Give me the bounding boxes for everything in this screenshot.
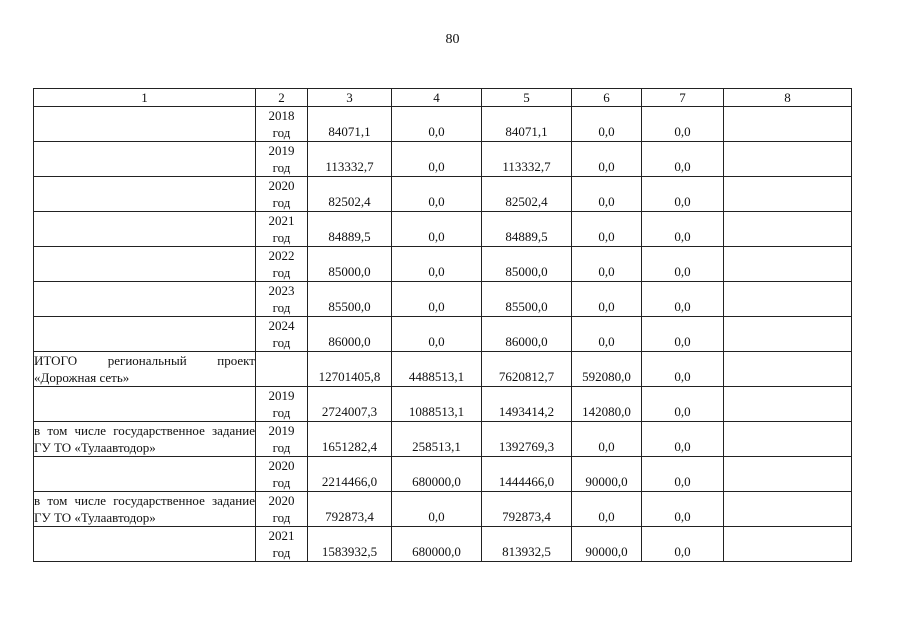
row-label: в том числе государственное задание ГУ ТО «Тулаавтодор» (34, 493, 255, 525)
table-row (34, 352, 852, 387)
row-year (256, 422, 308, 457)
header-cell: 2 (256, 89, 308, 107)
row-year (256, 317, 308, 352)
value-cell (482, 282, 572, 317)
value-text: 85500,0 (505, 299, 548, 314)
value-text: 1651282,4 (321, 439, 378, 454)
value-text: 0,0 (428, 159, 445, 174)
value-cell (392, 282, 482, 317)
value-text: 0,0 (674, 264, 691, 279)
row-label (34, 457, 256, 492)
value-text: 0,0 (674, 439, 691, 454)
value-cell (308, 282, 392, 317)
value-text: 0,0 (674, 229, 691, 244)
value-text: 86000,0 (328, 334, 371, 349)
value-text: 113332,7 (502, 159, 551, 174)
page-number: 80 (445, 32, 460, 47)
value-cell (308, 177, 392, 212)
value-cell (482, 457, 572, 492)
value-text: 0,0 (674, 544, 691, 559)
row-year (256, 352, 308, 387)
row-label (34, 247, 256, 282)
value-cell (392, 527, 482, 562)
table-row (34, 107, 852, 142)
value-text: 2214466,0 (321, 474, 378, 489)
value-text: 592080,0 (582, 369, 631, 384)
value-text: 90000,0 (585, 474, 628, 489)
value-cell (642, 352, 724, 387)
row-year (256, 492, 308, 527)
table-row (34, 247, 852, 282)
year-number: 2019 (268, 388, 295, 403)
table-row (34, 492, 852, 527)
value-text: 113332,7 (325, 159, 374, 174)
header-cell: 5 (482, 89, 572, 107)
value-text: 84071,1 (328, 124, 371, 139)
value-cell (724, 317, 852, 352)
value-text: 258513,1 (412, 439, 461, 454)
budget-table (33, 88, 852, 562)
table-row (34, 282, 852, 317)
header-cell: 1 (34, 89, 256, 107)
row-label (34, 387, 256, 422)
header-cell: 3 (308, 89, 392, 107)
value-text: 680000,0 (412, 544, 461, 559)
value-text: 0,0 (428, 334, 445, 349)
value-cell (724, 142, 852, 177)
value-cell (482, 492, 572, 527)
value-cell (642, 247, 724, 282)
row-year (256, 282, 308, 317)
row-year (256, 107, 308, 142)
value-text: 82502,4 (505, 194, 548, 209)
year-number: 2018 (268, 108, 295, 123)
value-text: 0,0 (674, 369, 691, 384)
value-text: 12701405,8 (318, 369, 381, 384)
value-cell (392, 352, 482, 387)
value-cell (308, 107, 392, 142)
value-text: 1493414,2 (498, 404, 555, 419)
value-text: 0,0 (674, 474, 691, 489)
value-cell (642, 177, 724, 212)
value-cell (392, 387, 482, 422)
row-label (34, 177, 256, 212)
value-cell (308, 387, 392, 422)
year-number: 2021 (268, 213, 295, 228)
value-cell (642, 387, 724, 422)
row-label: ИТОГО региональный проект «Дорожная сеть» (34, 353, 255, 385)
value-text: 0,0 (598, 229, 615, 244)
header-cell: 6 (572, 89, 642, 107)
value-cell (392, 247, 482, 282)
row-year (256, 457, 308, 492)
value-text: 85000,0 (328, 264, 371, 279)
value-text: 0,0 (428, 229, 445, 244)
year-number: 2020 (268, 458, 295, 473)
value-text: 0,0 (674, 299, 691, 314)
value-cell (482, 247, 572, 282)
year-unit: год (272, 545, 291, 560)
value-cell (482, 212, 572, 247)
value-text: 0,0 (674, 509, 691, 524)
value-text: 84889,5 (505, 229, 548, 244)
value-text: 0,0 (598, 194, 615, 209)
value-text: 1088513,1 (408, 404, 465, 419)
value-cell (724, 422, 852, 457)
value-cell (642, 422, 724, 457)
value-cell (308, 422, 392, 457)
value-cell (572, 107, 642, 142)
value-cell (392, 317, 482, 352)
year-unit: год (272, 300, 291, 315)
value-text: 0,0 (674, 124, 691, 139)
value-text: 0,0 (598, 124, 615, 139)
year-unit: год (272, 160, 291, 175)
row-year (256, 212, 308, 247)
table-row (34, 142, 852, 177)
table-row (34, 317, 852, 352)
row-year (256, 247, 308, 282)
value-cell (308, 457, 392, 492)
value-text: 0,0 (674, 404, 691, 419)
value-text: 90000,0 (585, 544, 628, 559)
value-cell (308, 492, 392, 527)
year-number: 2019 (268, 143, 295, 158)
value-text: 4488513,1 (408, 369, 465, 384)
value-cell (724, 492, 852, 527)
value-text: 792873,4 (502, 509, 551, 524)
value-text: 0,0 (428, 264, 445, 279)
year-number: 2021 (268, 528, 295, 543)
value-text: 813932,5 (502, 544, 551, 559)
value-cell (572, 177, 642, 212)
header-cell: 8 (724, 89, 852, 107)
value-cell (308, 247, 392, 282)
value-cell (642, 527, 724, 562)
row-label (34, 282, 256, 317)
value-cell (572, 317, 642, 352)
value-cell (724, 352, 852, 387)
value-cell (724, 527, 852, 562)
table-row (34, 457, 852, 492)
row-label (34, 317, 256, 352)
value-text: 0,0 (598, 299, 615, 314)
value-text: 792873,4 (325, 509, 374, 524)
value-cell (482, 177, 572, 212)
row-year (256, 177, 308, 212)
year-unit: год (272, 125, 291, 140)
value-cell (572, 212, 642, 247)
value-text: 0,0 (598, 334, 615, 349)
table-row (34, 212, 852, 247)
value-cell (642, 142, 724, 177)
value-cell (642, 317, 724, 352)
value-cell (308, 527, 392, 562)
value-cell (724, 387, 852, 422)
value-cell (392, 457, 482, 492)
value-cell (572, 282, 642, 317)
value-text: 0,0 (428, 299, 445, 314)
header-cell: 4 (392, 89, 482, 107)
value-cell (482, 352, 572, 387)
row-label: в том числе государственное задание ГУ ТО «Тулаавтодор» (34, 423, 255, 455)
value-text: 142080,0 (582, 404, 631, 419)
value-text: 85500,0 (328, 299, 371, 314)
value-cell (642, 212, 724, 247)
header-cell: 7 (642, 89, 724, 107)
table-row (34, 387, 852, 422)
value-text: 86000,0 (505, 334, 548, 349)
value-cell (642, 492, 724, 527)
value-cell (724, 282, 852, 317)
value-text: 0,0 (598, 439, 615, 454)
value-cell (572, 492, 642, 527)
year-number: 2024 (268, 318, 295, 333)
value-text: 1392769,3 (498, 439, 555, 454)
value-text: 1444466,0 (498, 474, 555, 489)
value-text: 0,0 (598, 159, 615, 174)
value-cell (308, 212, 392, 247)
value-text: 84889,5 (328, 229, 371, 244)
value-cell (308, 352, 392, 387)
value-cell (724, 107, 852, 142)
value-text: 0,0 (428, 509, 445, 524)
year-number: 2019 (268, 423, 295, 438)
value-cell (482, 527, 572, 562)
value-cell (572, 142, 642, 177)
value-text: 680000,0 (412, 474, 461, 489)
year-unit: год (272, 195, 291, 210)
value-cell (724, 177, 852, 212)
year-unit: год (272, 475, 291, 490)
table-header-row (34, 89, 852, 107)
row-year (256, 387, 308, 422)
row-label (34, 527, 256, 562)
value-text: 0,0 (674, 334, 691, 349)
value-text: 0,0 (674, 194, 691, 209)
value-text: 84071,1 (505, 124, 548, 139)
value-cell (572, 457, 642, 492)
table-row (34, 422, 852, 457)
value-text: 1583932,5 (321, 544, 378, 559)
value-cell (482, 387, 572, 422)
value-cell (308, 142, 392, 177)
value-cell (482, 422, 572, 457)
row-year (256, 527, 308, 562)
year-unit: год (272, 265, 291, 280)
year-number: 2023 (268, 283, 295, 298)
value-text: 0,0 (428, 124, 445, 139)
value-cell (724, 457, 852, 492)
year-unit: год (272, 405, 291, 420)
value-text: 0,0 (428, 194, 445, 209)
year-number: 2022 (268, 248, 295, 263)
value-cell (482, 317, 572, 352)
value-cell (724, 247, 852, 282)
value-cell (642, 282, 724, 317)
year-unit: год (272, 230, 291, 245)
year-number: 2020 (268, 493, 295, 508)
value-cell (572, 247, 642, 282)
value-text: 0,0 (598, 509, 615, 524)
value-cell (572, 422, 642, 457)
table-row (34, 177, 852, 212)
row-label (34, 212, 256, 247)
value-cell (572, 352, 642, 387)
value-cell (392, 212, 482, 247)
value-cell (572, 527, 642, 562)
value-text: 82502,4 (328, 194, 371, 209)
value-cell (642, 107, 724, 142)
value-cell (392, 177, 482, 212)
value-cell (482, 142, 572, 177)
year-unit: год (272, 335, 291, 350)
value-cell (392, 492, 482, 527)
year-unit: год (272, 510, 291, 525)
value-cell (482, 107, 572, 142)
value-cell (724, 212, 852, 247)
row-year (256, 142, 308, 177)
value-cell (642, 457, 724, 492)
value-cell (392, 142, 482, 177)
value-text: 7620812,7 (498, 369, 555, 384)
value-cell (572, 387, 642, 422)
row-label (34, 142, 256, 177)
value-text: 0,0 (598, 264, 615, 279)
value-cell (392, 107, 482, 142)
row-label (34, 107, 256, 142)
value-cell (308, 317, 392, 352)
year-number: 2020 (268, 178, 295, 193)
year-unit: год (272, 440, 291, 455)
value-text: 85000,0 (505, 264, 548, 279)
table-row (34, 527, 852, 562)
value-cell (392, 422, 482, 457)
value-text: 2724007,3 (321, 404, 378, 419)
value-text: 0,0 (674, 159, 691, 174)
